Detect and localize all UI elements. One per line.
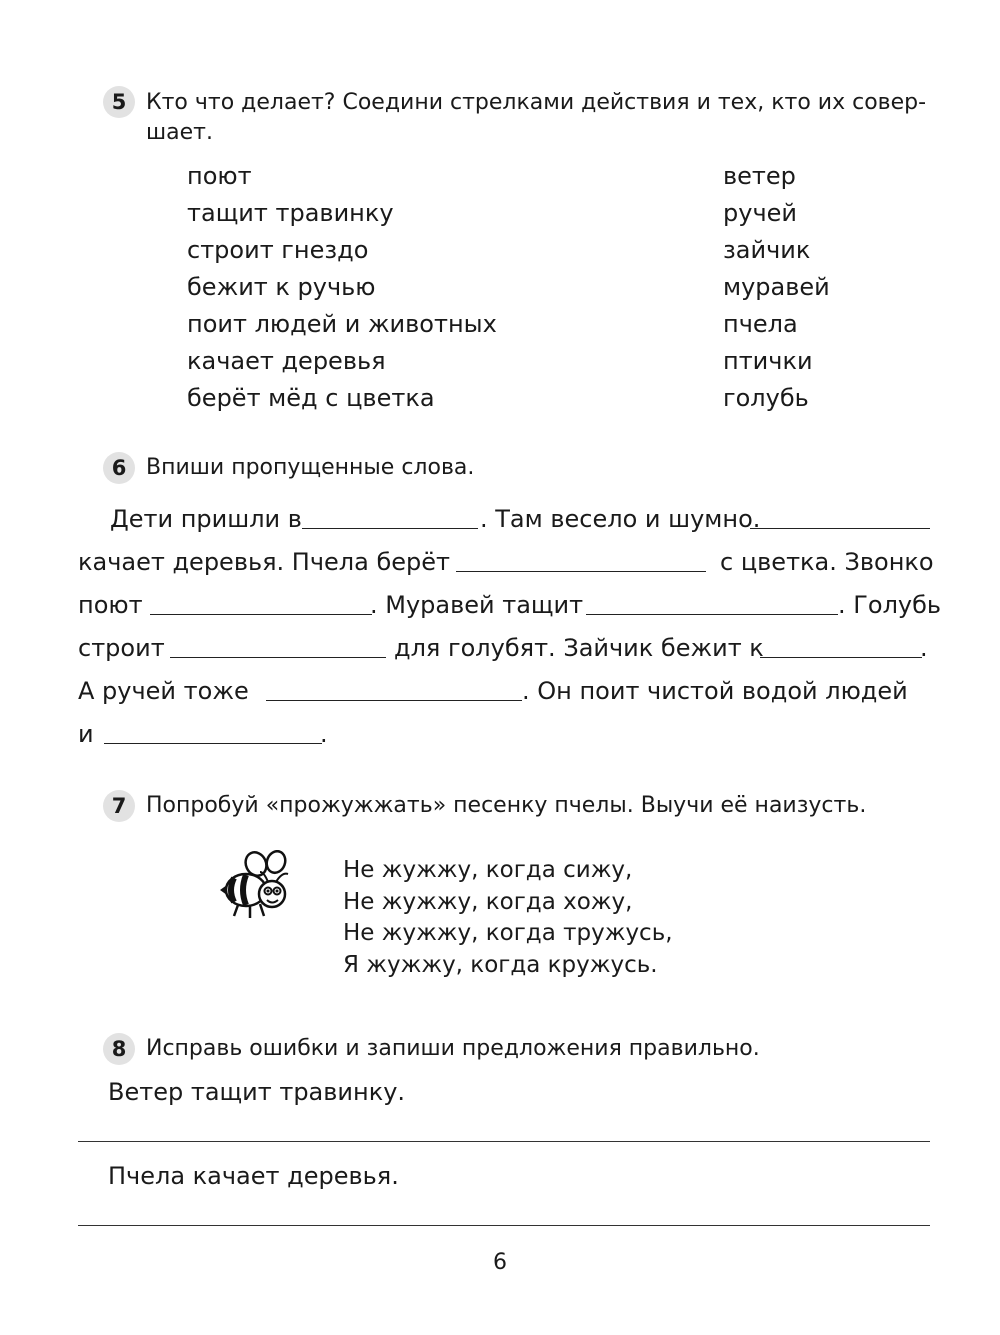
- action-item: берёт мёд с цветка: [187, 384, 435, 412]
- fill-text-fragment: качает деревья. Пчела берёт: [78, 548, 451, 576]
- actor-item: муравей: [723, 273, 830, 301]
- blank-line[interactable]: [104, 743, 322, 744]
- page-number: 6: [493, 1250, 507, 1275]
- incorrect-sentence: Ветер тащит травинку.: [108, 1078, 406, 1106]
- task-5-number: 5: [103, 86, 135, 118]
- actor-item: ручей: [723, 199, 797, 227]
- task-5-instruction: [146, 88, 936, 148]
- fill-text-fragment: А ручей тоже: [78, 677, 249, 705]
- fill-text-fragment: строит: [78, 634, 165, 662]
- actor-item: пчела: [723, 310, 798, 338]
- task-6-number: 6: [103, 452, 135, 484]
- fill-text-fragment: и: [78, 720, 94, 748]
- fill-text-fragment: для голубят. Зайчик бежит к: [394, 634, 764, 662]
- bee-poem: [343, 855, 673, 981]
- action-item: поют: [187, 162, 252, 190]
- actor-item: голубь: [723, 384, 809, 412]
- incorrect-sentence: Пчела качает деревья.: [108, 1162, 399, 1190]
- fill-text-fragment: с цветка. Звонко: [720, 548, 934, 576]
- poem-line: Не жужжу, когда хожу,: [343, 888, 633, 915]
- blank-line[interactable]: [266, 700, 522, 701]
- fill-text-fragment: Дети пришли в: [110, 505, 302, 533]
- answer-line[interactable]: [78, 1141, 930, 1142]
- blank-line[interactable]: [750, 528, 930, 529]
- blank-line[interactable]: [150, 614, 372, 615]
- blank-line[interactable]: [586, 614, 838, 615]
- actions-column: [187, 158, 497, 417]
- action-item: тащит травинку: [187, 199, 394, 227]
- task-6-instruction: Впиши пропущенные слова.: [146, 455, 475, 480]
- blank-line[interactable]: [456, 571, 706, 572]
- poem-line: Я жужжу, когда кружусь.: [343, 951, 658, 978]
- answer-line[interactable]: [78, 1225, 930, 1226]
- poem-line: Не жужжу, когда сижу,: [343, 857, 633, 883]
- fill-text-fragment: .: [920, 634, 928, 662]
- blank-line[interactable]: [760, 657, 922, 658]
- fill-text-fragment: поют: [78, 591, 143, 619]
- blank-line[interactable]: [170, 657, 386, 658]
- task-5-instruction-line2: шает.: [146, 120, 213, 145]
- fill-text-fragment: .: [320, 720, 328, 748]
- actors-column: [723, 158, 830, 417]
- fill-text-fragment: . Муравей тащит: [370, 591, 584, 619]
- poem-line: Не жужжу, когда тружусь,: [343, 920, 673, 946]
- action-item: поит людей и животных: [187, 310, 497, 338]
- task-7-number: 7: [103, 790, 135, 822]
- actor-item: ветер: [723, 162, 796, 190]
- fill-text-fragment: . Голубь: [838, 591, 942, 619]
- task-8-number: 8: [103, 1033, 135, 1065]
- actor-item: зайчик: [723, 236, 811, 264]
- action-item: строит гнездо: [187, 236, 369, 264]
- task-7-instruction: Попробуй «прожужжать» песенку пчелы. Выучи её наизусть.: [146, 793, 867, 818]
- bee-icon: [214, 850, 304, 926]
- task-8-instruction: Исправь ошибки и запиши предложения правильно.: [146, 1036, 760, 1061]
- action-item: бежит к ручью: [187, 273, 376, 301]
- fill-text-fragment: . Он поит чистой водой людей: [522, 677, 908, 705]
- blank-line[interactable]: [302, 528, 478, 529]
- task-5-instruction-line1: Кто что делает? Соедини стрелками действия и тех, кто их совер-: [146, 90, 927, 115]
- actor-item: птички: [723, 347, 813, 375]
- fill-text-fragment: . Там весело и шумно.: [480, 505, 761, 533]
- action-item: качает деревья: [187, 347, 386, 375]
